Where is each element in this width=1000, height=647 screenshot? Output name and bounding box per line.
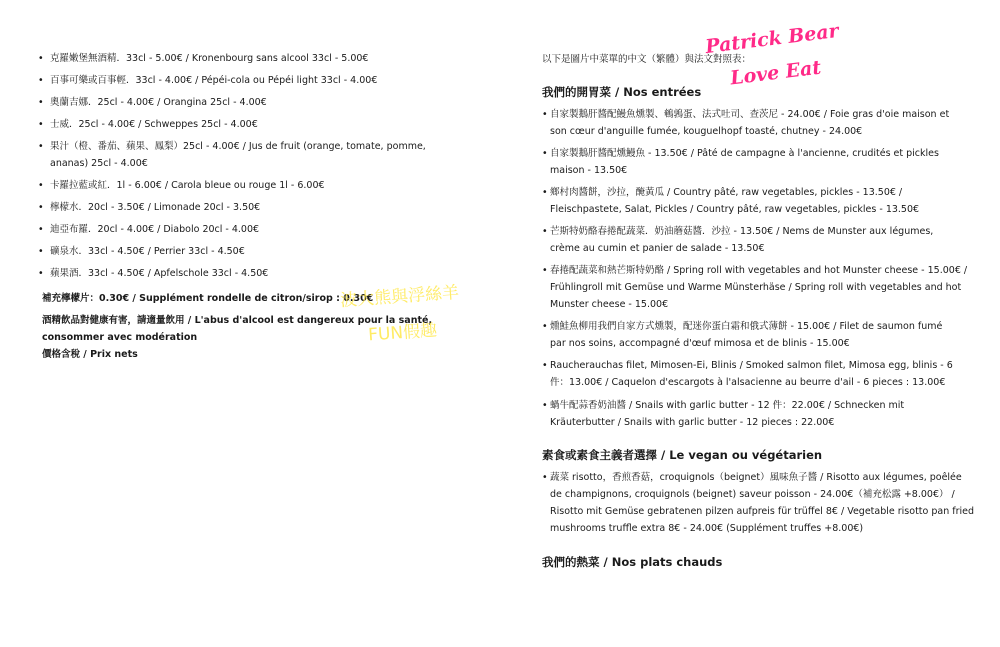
menu-item: 燻鮭魚柳用我們自家方式燻製，配迷你蛋白霜和俄式薄餅 - 15.00€ / Filet de saumon fumé [550, 321, 943, 332]
drink-item: 迪亞布羅．20cl - 4.00€ / Diabolo 20cl - 4.00€ [50, 224, 260, 235]
bullet: • [542, 321, 548, 332]
menu-item-continued: 件：13.00€ / Caquelon d'escargots à l'alsacienne au beurre d'ail - 6 pieces : 13.00€ [550, 377, 946, 388]
watermark-text: 波大熊與浮絲羊 [339, 282, 460, 312]
brand-logo-line1: Patrick Bear [704, 19, 840, 59]
bullet: • [38, 202, 44, 213]
menu-item: 蝸牛配蒜香奶油醬 / Snails with garlic butter - 12 件：22.00€ / Schnecken mit [550, 400, 905, 411]
bullet: • [38, 141, 44, 152]
drink-item: 果汁（橙、番茄、蘋果、鳳梨）25cl - 4.00€ / Jus de fruit (orange, tomate, pomme, [50, 141, 426, 152]
drink-item: 百事可樂或百事輕．33cl - 4.00€ / Pépéi-cola ou Pépéi light 33cl - 4.00€ [50, 75, 378, 86]
supplement-note: 補充檸檬片：0.30€ / Supplément rondelle de citron/sirop : 0.30€ [42, 293, 374, 304]
bullet: • [38, 75, 44, 86]
drink-item: 蘋果酒．33cl - 4.50€ / Apfelschole 33cl - 4.50€ [50, 268, 269, 279]
alcohol-warning: 酒精飲品對健康有害，請適量飲用 / L'abus d'alcool est dangereux pour la santé, [42, 315, 433, 326]
section-title: 我們的熱菜 / Nos plats chauds [542, 555, 723, 569]
section-title: 我們的開胃菜 / Nos entrées [542, 85, 702, 99]
menu-item: 蔬菜 risotto，香煎香菇，croquignols（beignet）風味魚子醬 / Risotto aux légumes, poêlée [550, 472, 962, 483]
bullet: • [542, 472, 548, 483]
brand-logo-line2: Love Eat [728, 56, 823, 90]
drink-item: 克羅嫩堡無酒精．33cl - 5.00€ / Kronenbourg sans alcool 33cl - 5.00€ [50, 53, 369, 64]
bullet: • [542, 360, 548, 371]
drink-item-continued: ananas) 25cl - 4.00€ [50, 158, 148, 169]
section-title: 素食或素食主義者選擇 / Le vegan ou végétarien [542, 448, 823, 462]
intro-text: 以下是圖片中菜單的中文（繁體）與法文對照表： [542, 54, 752, 65]
menu-item: 芒斯特奶酪春捲配蔬菜．奶油蘑菇醬．沙拉 - 13.50€ / Nems de Munster aux légumes, [550, 226, 934, 237]
bullet: • [38, 97, 44, 108]
menu-item-continued: crème au cumin et panier de salade - 13.50€ [550, 243, 765, 254]
bullet: • [542, 148, 548, 159]
bullet: • [38, 268, 44, 279]
bullet: • [38, 53, 44, 64]
drink-item: 奧蘭吉娜．25cl - 4.00€ / Orangina 25cl - 4.00€ [50, 97, 267, 108]
menu-item-continued: Munster cheese - 15.00€ [550, 299, 669, 310]
bullet: • [38, 180, 44, 191]
menu-item: 春捲配蔬菜和熱芒斯特奶酪 / Spring roll with vegetables and hot Munster cheese - 15.00€ / [550, 265, 968, 276]
bullet: • [38, 119, 44, 130]
menu-item: 自家製鵝肝醬配鰻魚燻製、鵪鶉蛋、法式吐司、查茨尼 - 24.00€ / Foie gras d'oie maison et [550, 109, 950, 120]
drink-item: 卡羅拉藍或紅．1l - 6.00€ / Carola bleue ou rouge 1l - 6.00€ [50, 180, 325, 191]
bullet: • [542, 400, 548, 411]
menu-item-continued: son cœur d'anguille fumée, kouguelhopf toasté, chutney - 24.00€ [550, 126, 863, 137]
drink-item: 檸檬水．20cl - 3.50€ / Limonade 20cl - 3.50€ [50, 202, 261, 213]
menu-item-continued: de champignons, croquignols (beignet) saveur poisson - 24.00€（補充松露 +8.00€） / [550, 489, 955, 500]
menu-item-continued: par nos soins, accompagné d'œuf mimosa et de blinis - 15.00€ [550, 338, 850, 349]
alcohol-warning-continued: consommer avec modération [42, 332, 198, 343]
bullet: • [542, 265, 548, 276]
prices-note: 價格含稅 / Prix nets [42, 349, 138, 360]
menu-item-continued: Frühlingroll mit Gemüse und Warme Münsterhäse / Spring roll with vegetables and hot [550, 282, 962, 293]
bullet: • [38, 224, 44, 235]
menu-item-continued: mushrooms truffle extra 8€ - 24.00€ (Supplément truffes +8.00€) [550, 523, 864, 534]
bullet: • [542, 109, 548, 120]
menu-item-continued: Kräuterbutter / Snails with garlic butter - 12 pieces : 22.00€ [550, 417, 835, 428]
menu-item-continued: Fleischpastete, Salat, Pickles / Country pâté, raw vegetables, pickles - 13.50€ [550, 204, 920, 215]
drink-item: 士威．25cl - 4.00€ / Schweppes 25cl - 4.00€ [50, 119, 258, 130]
watermark-text: FUN假趣 [367, 320, 438, 346]
drink-item: 礦泉水．33cl - 4.50€ / Perrier 33cl - 4.50€ [50, 246, 245, 257]
menu-item: 鄉村肉醬餅，沙拉，醃黃瓜 / Country pâté, raw vegetables, pickles - 13.50€ / [550, 187, 903, 198]
bullet: • [542, 187, 548, 198]
menu-item-continued: maison - 13.50€ [550, 165, 628, 176]
menu-item: 自家製鵝肝醬配燻鰻魚 - 13.50€ / Pâté de campagne à l'ancienne, crudités et pickles [550, 148, 939, 159]
menu-item-continued: Risotto mit Gemüse gebratenen pilzen aufpreis für trüffel 8€ / Vegetable risotto pan fried [550, 506, 975, 517]
bullet: • [38, 246, 44, 257]
menu-item: Raucherauchas filet, Mimosen-Ei, Blinis / Smoked salmon filet, Mimosa egg, blinis - 6 [550, 360, 953, 371]
bullet: • [542, 226, 548, 237]
